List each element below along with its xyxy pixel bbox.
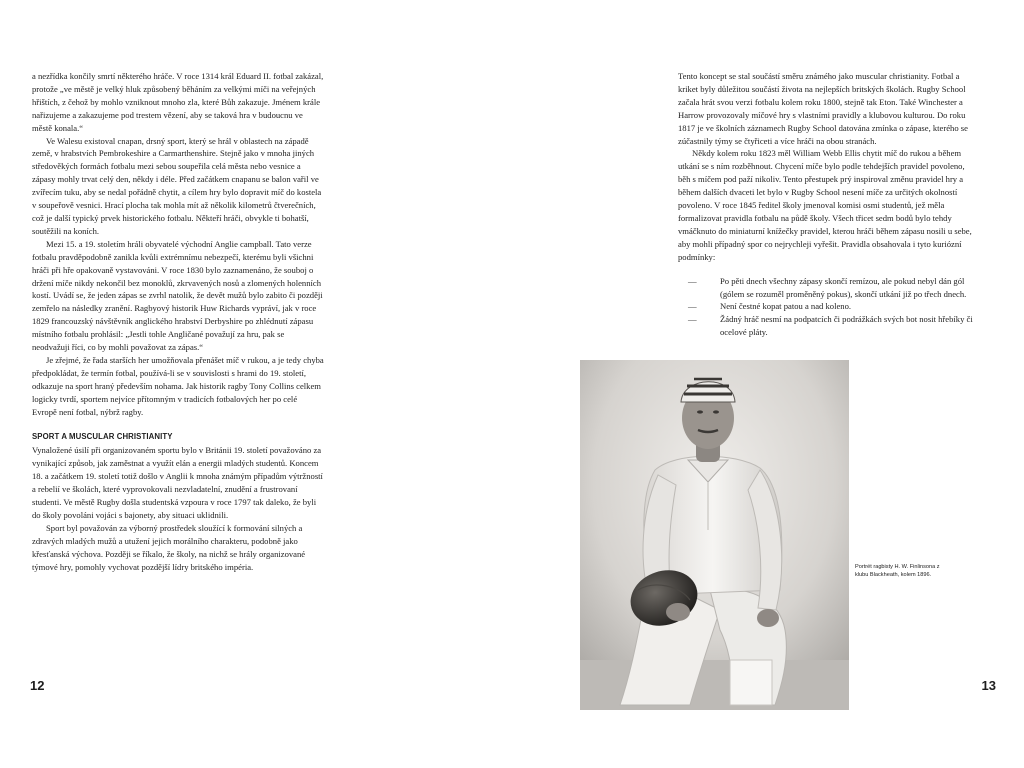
page-number: 13 [981, 678, 996, 693]
left-text-column [32, 70, 324, 573]
paragraph: a nezřídka končily smrtí některého hráče. V roce 1314 král Eduard II. fotbal zakázal, protože „ve městě je velký hluk způsobený běháním za velkými míči na veřejných hřištích, z čehož by mohlo vzniknout mnoho zla, které Bůh zakazuje. Jménem krále nařizujeme a zakazujeme pod trestem vězení, aby se taková hra v budoucnu ve městě konala.“ [32, 71, 324, 133]
paragraph: Je zřejmé, že řada starších her umožňovala přenášet míč v rukou, a je tedy chyba předpokládat, že termín fotbal, používá-li se v souvislosti s hrami do 19. století, odkazuje na sport hraný především nohama. Jak historik ragby Tony Collins celkem logicky tvrdí, sportem nejvíce přítomným v tradicích fotbalových her po celé Evropě není fotbal, nýbrž ragby. [32, 354, 324, 417]
list-item-text: Žádný hráč nesmí na podpatcích či podrážkách svých bot nosit hřebíky či ocelové pláty. [720, 314, 973, 338]
rugby-player-portrait-photo [580, 360, 849, 710]
paragraph: Ve Walesu existoval cnapan, drsný sport, který se hrál v oblastech na západě země, v hrabstvích Pembrokeshire a Carmarthenshire. Stejně jako v mnoha jiných středověkých formách fotbalu mezi sebou soupeřila celá města nebo vesnice a zápasy mohly trvat celý den, někdy i déle. Před začátkem cnapanu se balon vařil ve zvířecím tuku, aby se nedal pořádně chytit, a cílem hry bylo dopravit míč do kostela v soupeřově vesnici. Hrací plocha tak mohla mít až několik kilometrů čtverečních, což je další typický prvek historického fotbalu. Někteří hráči, obvykle ti bohatší, soutěžili na koních. [32, 135, 322, 236]
paragraph: Někdy kolem roku 1823 měl William Webb Ellis chytit míč do rukou a během utkání se s ním rozběhnout. Chycení míče bylo podle tehdejších pravidel povoleno, běh s míčem pod paží nikoliv. Tento přestupek prý inspiroval změnu pravidel hry a během dalších dvaceti let bylo v Rugby School nesení míče za určitých okolností povoleno. V roce 1845 ředitel školy jmenoval komisi osmi studentů, jež měla formalizovat pravidla fotbalu na půdě školy. Všech třicet sedm bodů bylo tehdy vmáčknuto do miniaturní knížečky pravidel, kterou hráči během zápasu nosili u sebe, aby mohli případný spor co nejrychleji vyřešit. Pravidla obsahovala i tyto kuriózní podmínky: [678, 148, 972, 262]
paragraph: Mezi 15. a 19. stoletím hráli obyvatelé východní Anglie campball. Tato verze fotbalu pravděpodobně zanikla kvůli extrémnímu nebezpečí, kterému byli všichni hráči při hře opakovaně vystavováni. V roce 1830 bylo zaznamenáno, že souboj o držení míče nikdy nekončil bez monoklů, zkrvavených nosů a zlomených holenních kostí. Uvádí se, že jeden zápas se zvrhl natolik, že devět mužů bylo zabito či později zemřelo na následky zranění. Ragbyový historik Huw Richards vypráví, jak v roce 1829 francouzský návštěvník anglického hrabství Derbyshire po zhlédnutí zápasu místního fotbalu prohlásil: „Jestli tohle Angličané považují za hru, pak se neodvažuji říci, co by mohli považovat za zápas.“ [32, 238, 323, 353]
paragraph: Sport byl považován za výborný prostředek sloužící k formování silných a zdravých mladých mužů a utužení jejich morálního charakteru, podobně jako křesťanská výchova. Později se říkalo, že školy, na nichž se hrály organizované týmové hry, pomohly vychovat pozdější lídry britského impéria. [32, 522, 306, 572]
list-item-text: Není čestné kopat patou a nad koleno. [720, 301, 852, 312]
page-number: 12 [30, 678, 45, 693]
section-heading: SPORT A MUSCULAR CHRISTIANITY [32, 432, 173, 442]
list-item [678, 275, 974, 301]
dash: — [688, 275, 697, 286]
list-item [678, 300, 974, 313]
list-item-text: Po pěti dnech všechny zápasy skončí remízou, ale pokud nebyl dán gól (gólem se rozuměl proměněný pokus), skončí utkání již po třech dnech. [720, 275, 967, 299]
photo-illustration [580, 360, 849, 710]
paragraph: Tento koncept se stal součástí směru známého jako muscular christianity. Fotbal a kriket byly důležitou součástí života na nejlepších britských školách. Rugby School začala hrát svou verzi fotbalu kolem roku 1800, stejně tak Eton. Také Winchester a Harrow provozovaly míčové hry s vlastními pravidly a klubovou kulturou. Do roku 1817 je ve školních záznamech Rugby School datována zmínka o zápase, kterého se zúčastnily týmy se čtyřiceti a více hráči na obou stranách. [678, 71, 968, 146]
paragraph: Vynaložené úsilí při organizovaném sportu bylo v Británii 19. století považováno za vynikající způsob, jak zaměstnat a využít elán a energii mladých studentů. Koncem 18. a začátkem 19. století totiž došlo v Anglii k mnoha známým případům výtržností a rebelií ve školách, které vyprovokovali nezvladatelní, znudění a frustrovaní studenti. Ve městě Rugby došla studentská vzpoura v roce 1797 tak daleko, že byli do školy povoláni vojáci s bajonety, aby situaci uklidnili. [32, 445, 323, 520]
right-text-column [678, 70, 974, 339]
list-item [678, 313, 974, 339]
right-page [512, 0, 1024, 768]
dash: — [688, 314, 697, 325]
rules-list [678, 275, 974, 340]
dash: — [688, 301, 697, 312]
photo-caption: Portrét ragbisty H. W. Finlinsona z klubu Blackheath, kolem 1896. [855, 564, 940, 579]
